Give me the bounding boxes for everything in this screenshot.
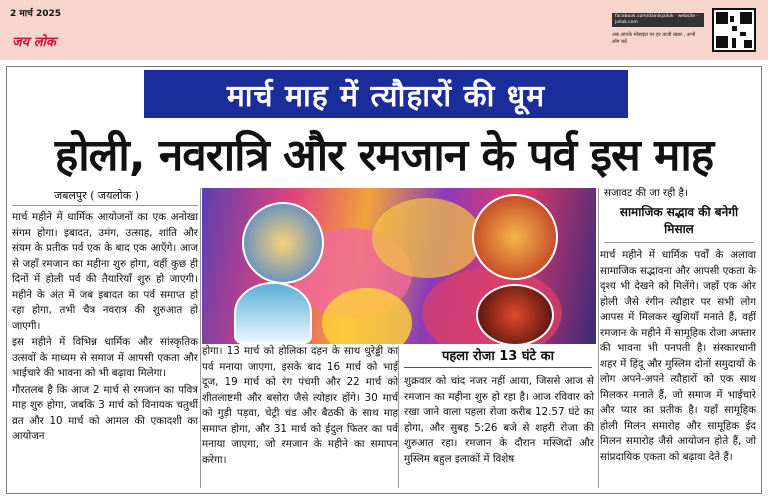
crescent-moon-icon bbox=[234, 282, 312, 344]
divider bbox=[398, 346, 399, 488]
deity-durga-inset bbox=[472, 194, 558, 280]
deity-vishnu-inset bbox=[242, 202, 324, 284]
kicker-band bbox=[144, 70, 628, 118]
paragraph: होगा। 13 मार्च को होलिका दहन के साथ धुरेड्डी का पर्व मनाया जाएगा, इसके बाद 16 मार्च को भाई दूज, 19 मार्च को रंग पंचमी और 22 मार्च को शीतलाष्टमी और बसोरा जैसे त्योहार होंगे। 30 मार्च को गुड़ी पड़वा, चेट्री चंड और बैठकी के साथ माह समाप्त होगा, और 31 मार्च को ईदुल फितर का पर्व मनाया जाएगा, जो रमजान के महीने का समापन करेगा। bbox=[202, 345, 398, 466]
column-3 bbox=[404, 374, 594, 468]
kicker: मार्च माह में त्यौहारों की धूम bbox=[226, 78, 546, 114]
headline-block bbox=[10, 122, 758, 184]
divider bbox=[598, 188, 599, 488]
continued-text: सजावट की जा रही है। bbox=[604, 187, 688, 199]
dateline: जबलपुर ( जयलोक ) bbox=[54, 189, 140, 202]
column-2 bbox=[202, 344, 398, 469]
divider bbox=[604, 242, 754, 243]
page-header bbox=[0, 0, 768, 60]
promo-block bbox=[612, 13, 704, 46]
red-moon-inset bbox=[476, 284, 554, 344]
paragraph: शुक्रवार को चांद नजर नहीं आया, जिससे आज से रमजान का महीना शुरु हो रहा है। आज रविवार को रखा जाने वाला पहला रोजा करीब 12.57 घंटे का होगा, और सुबह 5:26 बजे से शहरी रोजा की शुरुआत रहा। रमजान के दौरान मस्जिदों और मुस्लिम बहुल इलाकों में विशेष bbox=[404, 375, 594, 465]
paragraph: मार्च महीने में धार्मिक आयोजनों का एक अनोखा संगम होगा। इबादत, उमंग, उत्साह, शांति और संयम के प्रतीक पर्व एक के बाद एक आएँगे। आज से जहाँ रमजान का महीना शुरु होगा, वहीं कुछ ही दिनों में होली पर्व की तैयारियाँ शुरु हो जाएगी। महीने के अंत में जब इबादत का पर्व समाप्त हो रहा होगा, तभी चैत्र नवरात्र की शुरुआत हो जाएगी। bbox=[12, 211, 198, 332]
column-1 bbox=[12, 210, 198, 446]
section-heading: सामाजिक सद्भाव की बनेगी मिसाल bbox=[619, 205, 739, 236]
headline: होली, नवरात्रि और रमजान के पर्व इस माह bbox=[54, 130, 714, 181]
promo-links[interactable]: facebook.com/dainikjailok · website - jailok.com bbox=[612, 13, 704, 27]
festival-photo bbox=[202, 188, 596, 344]
paragraph: गौरतलब है कि आज 2 मार्च से रमजान का पवित्र माह शुरु होगा, जबकि 3 मार्च को विनायक चतुर्थी व्रत और 10 मार्च को आमल की एकादशी का आयोजन bbox=[12, 383, 198, 442]
promo-text: अब आपके मोबाइल पर हर ताजी खबर , अभी लॉग करें bbox=[612, 32, 696, 45]
issue-date: 2 मार्च 2025 bbox=[10, 9, 62, 19]
divider bbox=[200, 188, 201, 488]
qr-code-icon[interactable] bbox=[712, 8, 756, 52]
paragraph: मार्च महीने में धार्मिक पर्वों के अलावा सामाजिक सद्भावना और आपसी एकता के दृश्य भी देखने को मिलेंगे। जहाँ एक ओर होली जैसे रंगीन त्यौहार पर सभी लोग आपस में मिलकर खुशियाँ मनाते हैं, वहीं रमजान के महीने में सामूहिक रोजा अफ्तार की भावना भी पनपती है। संस्कारधानी शहर में हिंदू और मुस्लिम दोनों समुदायों के लोग अपने-अपने त्यौहारों को एक साथ मिलकर मनाते हैं, जो समाज में भाईचारे और प्यार का प्रतीक है। यहाँ सामूहिक होली मिलन समारोह और सामूहिक ईद मिलन समारोह जैसे आयोजन होते हैं, जो सांप्रदायिक एकता को बढ़ावा देते हैं। bbox=[600, 249, 756, 463]
logo-text: जय लोक bbox=[12, 35, 56, 50]
paragraph: इस महीने में विभिन्न धार्मिक और सांस्कृतिक उत्सवों के माध्यम से समाज में आपसी एकता और भाईचारे की भावना को भी बढ़ावा मिलेगा। bbox=[12, 336, 198, 379]
newspaper-logo[interactable] bbox=[12, 32, 56, 50]
divider bbox=[12, 205, 198, 206]
section-heading: पहला रोजा 13 घंटे का bbox=[404, 346, 592, 368]
column-4 bbox=[600, 248, 756, 466]
